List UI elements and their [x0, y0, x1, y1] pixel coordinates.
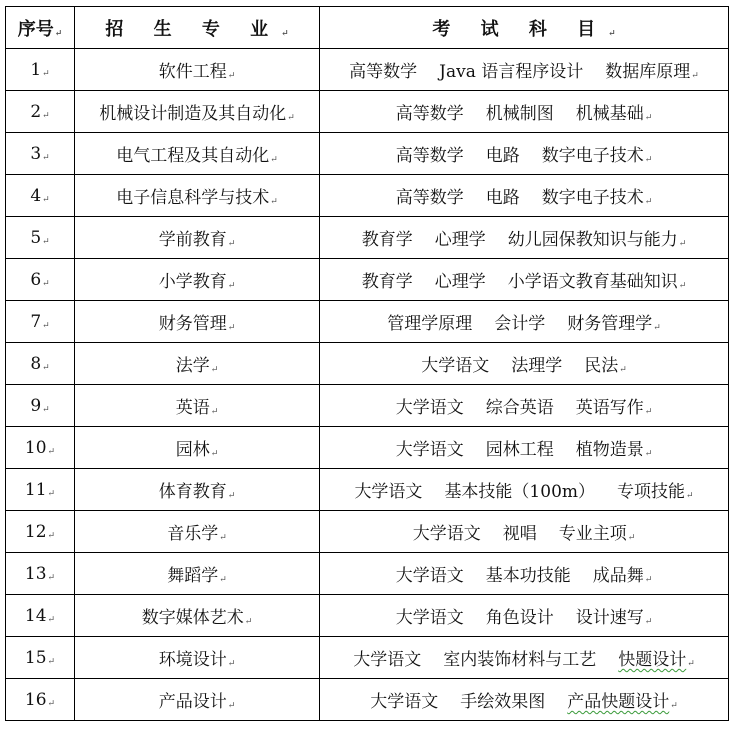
major-name: 园林↵: [75, 427, 320, 469]
exam-subject: 会计学: [494, 314, 546, 334]
major-name: 产品设计↵: [75, 679, 320, 721]
major-name: 财务管理↵: [75, 301, 320, 343]
row-number: 3↵: [6, 133, 75, 175]
row-number: 14↵: [6, 595, 75, 637]
exam-subjects: 大学语文 角色设计 设计速写↵: [320, 595, 729, 637]
table-row: [6, 217, 729, 259]
exam-subject: 植物造景: [575, 440, 644, 460]
exam-subject: 幼儿园保教知识与能力: [507, 230, 678, 250]
header-no: 序号↵: [6, 7, 75, 49]
major-name: 电气工程及其自动化↵: [75, 133, 320, 175]
exam-subjects: 高等数学 机械制图 机械基础↵: [320, 91, 729, 133]
exam-subjects: 教育学 心理学 幼儿园保教知识与能力↵: [320, 217, 729, 259]
exam-subjects: 大学语文 法理学 民法↵: [320, 343, 729, 385]
table-row: [6, 595, 729, 637]
row-number: 11↵: [6, 469, 75, 511]
header-row: [6, 7, 729, 49]
exam-subject: 电路: [485, 146, 520, 166]
exam-subject: 产品快题设计: [567, 692, 670, 712]
major-name: 数字媒体艺术↵: [75, 595, 320, 637]
exam-subject: 专项技能: [617, 482, 686, 502]
row-number: 1↵: [6, 49, 75, 91]
table-row: [6, 469, 729, 511]
exam-subject: 心理学: [434, 272, 486, 292]
exam-subject: 教育学: [361, 272, 413, 292]
row-number: 4↵: [6, 175, 75, 217]
exam-subjects: 大学语文 园林工程 植物造景↵: [320, 427, 729, 469]
exam-subjects: 管理学原理 会计学 财务管理学↵: [320, 301, 729, 343]
exam-subject: 综合英语: [485, 398, 554, 418]
major-name: 体育教育↵: [75, 469, 320, 511]
exam-subjects: 高等数学 电路 数字电子技术↵: [320, 133, 729, 175]
major-name: 电子信息科学与技术↵: [75, 175, 320, 217]
header-major: 招 生 专 业↵: [75, 7, 320, 49]
exam-subject: 机械制图: [485, 104, 554, 124]
major-name: 英语↵: [75, 385, 320, 427]
table-row: [6, 385, 729, 427]
exam-subject: 数字电子技术: [541, 146, 644, 166]
major-name: 音乐学↵: [75, 511, 320, 553]
exam-subject: 手绘效果图: [460, 692, 546, 712]
row-number: 7↵: [6, 301, 75, 343]
major-name: 机械设计制造及其自动化↵: [75, 91, 320, 133]
row-number: 6↵: [6, 259, 75, 301]
table-row: [6, 637, 729, 679]
exam-subject: 心理学: [434, 230, 486, 250]
major-name: 舞蹈学↵: [75, 553, 320, 595]
table-row: [6, 343, 729, 385]
major-name: 软件工程↵: [75, 49, 320, 91]
exam-subject: 大学语文: [354, 482, 423, 502]
row-number: 2↵: [6, 91, 75, 133]
table-row: [6, 553, 729, 595]
exam-subject: Java 语言程序设计: [439, 62, 584, 82]
row-number: 10↵: [6, 427, 75, 469]
row-number: 15↵: [6, 637, 75, 679]
row-number: 13↵: [6, 553, 75, 595]
exam-subject: 大学语文: [395, 398, 464, 418]
major-name: 学前教育↵: [75, 217, 320, 259]
exam-subject: 设计速写: [575, 608, 644, 628]
header-subjects: 考 试 科 目↵: [320, 7, 729, 49]
exam-subject: 英语写作: [575, 398, 644, 418]
majors-table: [5, 6, 729, 721]
exam-subjects: 大学语文 手绘效果图 产品快题设计↵: [320, 679, 729, 721]
exam-subject: 民法: [584, 356, 619, 376]
exam-subjects: 高等数学 电路 数字电子技术↵: [320, 175, 729, 217]
exam-subject: 大学语文: [421, 356, 490, 376]
exam-subject: 小学语文教育基础知识: [507, 272, 678, 292]
exam-subject: 大学语文: [395, 608, 464, 628]
exam-subjects: 大学语文 视唱 专业主项↵: [320, 511, 729, 553]
row-number: 5↵: [6, 217, 75, 259]
exam-subject: 数字电子技术: [541, 188, 644, 208]
table-row: [6, 427, 729, 469]
table-row: [6, 133, 729, 175]
exam-subject: 机械基础: [575, 104, 644, 124]
table-row: [6, 679, 729, 721]
major-name: 小学教育↵: [75, 259, 320, 301]
exam-subject: 电路: [485, 188, 520, 208]
row-number: 16↵: [6, 679, 75, 721]
exam-subject: 角色设计: [485, 608, 554, 628]
table-row: [6, 259, 729, 301]
table-row: [6, 301, 729, 343]
row-number: 9↵: [6, 385, 75, 427]
exam-subjects: 教育学 心理学 小学语文教育基础知识↵: [320, 259, 729, 301]
exam-subject: 法理学: [511, 356, 563, 376]
exam-subject: 数据库原理: [605, 62, 691, 82]
row-number: 12↵: [6, 511, 75, 553]
exam-subject: 管理学原理: [387, 314, 473, 334]
exam-subject: 专业主项: [558, 524, 627, 544]
exam-subject: 高等数学: [395, 146, 464, 166]
exam-subject: 快题设计: [618, 650, 687, 670]
exam-subject: 高等数学: [349, 62, 418, 82]
exam-subject: 大学语文: [353, 650, 422, 670]
exam-subject: 大学语文: [395, 566, 464, 586]
exam-subject: 教育学: [361, 230, 413, 250]
exam-subject: 园林工程: [485, 440, 554, 460]
exam-subjects: 大学语文 基本功技能 成品舞↵: [320, 553, 729, 595]
exam-subject: 成品舞: [592, 566, 644, 586]
exam-subjects: 大学语文 基本技能（100m） 专项技能↵: [320, 469, 729, 511]
exam-subject: 高等数学: [395, 104, 464, 124]
row-number: 8↵: [6, 343, 75, 385]
major-name: 环境设计↵: [75, 637, 320, 679]
exam-subject: 财务管理学: [567, 314, 653, 334]
table-row: [6, 175, 729, 217]
exam-subject: 基本技能（100m）: [444, 482, 596, 502]
exam-subjects: 大学语文 室内装饰材料与工艺 快题设计↵: [320, 637, 729, 679]
exam-subject: 高等数学: [395, 188, 464, 208]
exam-subject: 室内装饰材料与工艺: [443, 650, 597, 670]
exam-subjects: 高等数学 Java 语言程序设计 数据库原理↵: [320, 49, 729, 91]
exam-subject: 大学语文: [370, 692, 439, 712]
exam-subjects: 大学语文 综合英语 英语写作↵: [320, 385, 729, 427]
exam-subject: 基本功技能: [485, 566, 571, 586]
major-name: 法学↵: [75, 343, 320, 385]
exam-subject: 大学语文: [412, 524, 481, 544]
table-row: [6, 511, 729, 553]
exam-subject: 大学语文: [395, 440, 464, 460]
table-row: [6, 91, 729, 133]
exam-subject: 视唱: [502, 524, 537, 544]
table-row: [6, 49, 729, 91]
